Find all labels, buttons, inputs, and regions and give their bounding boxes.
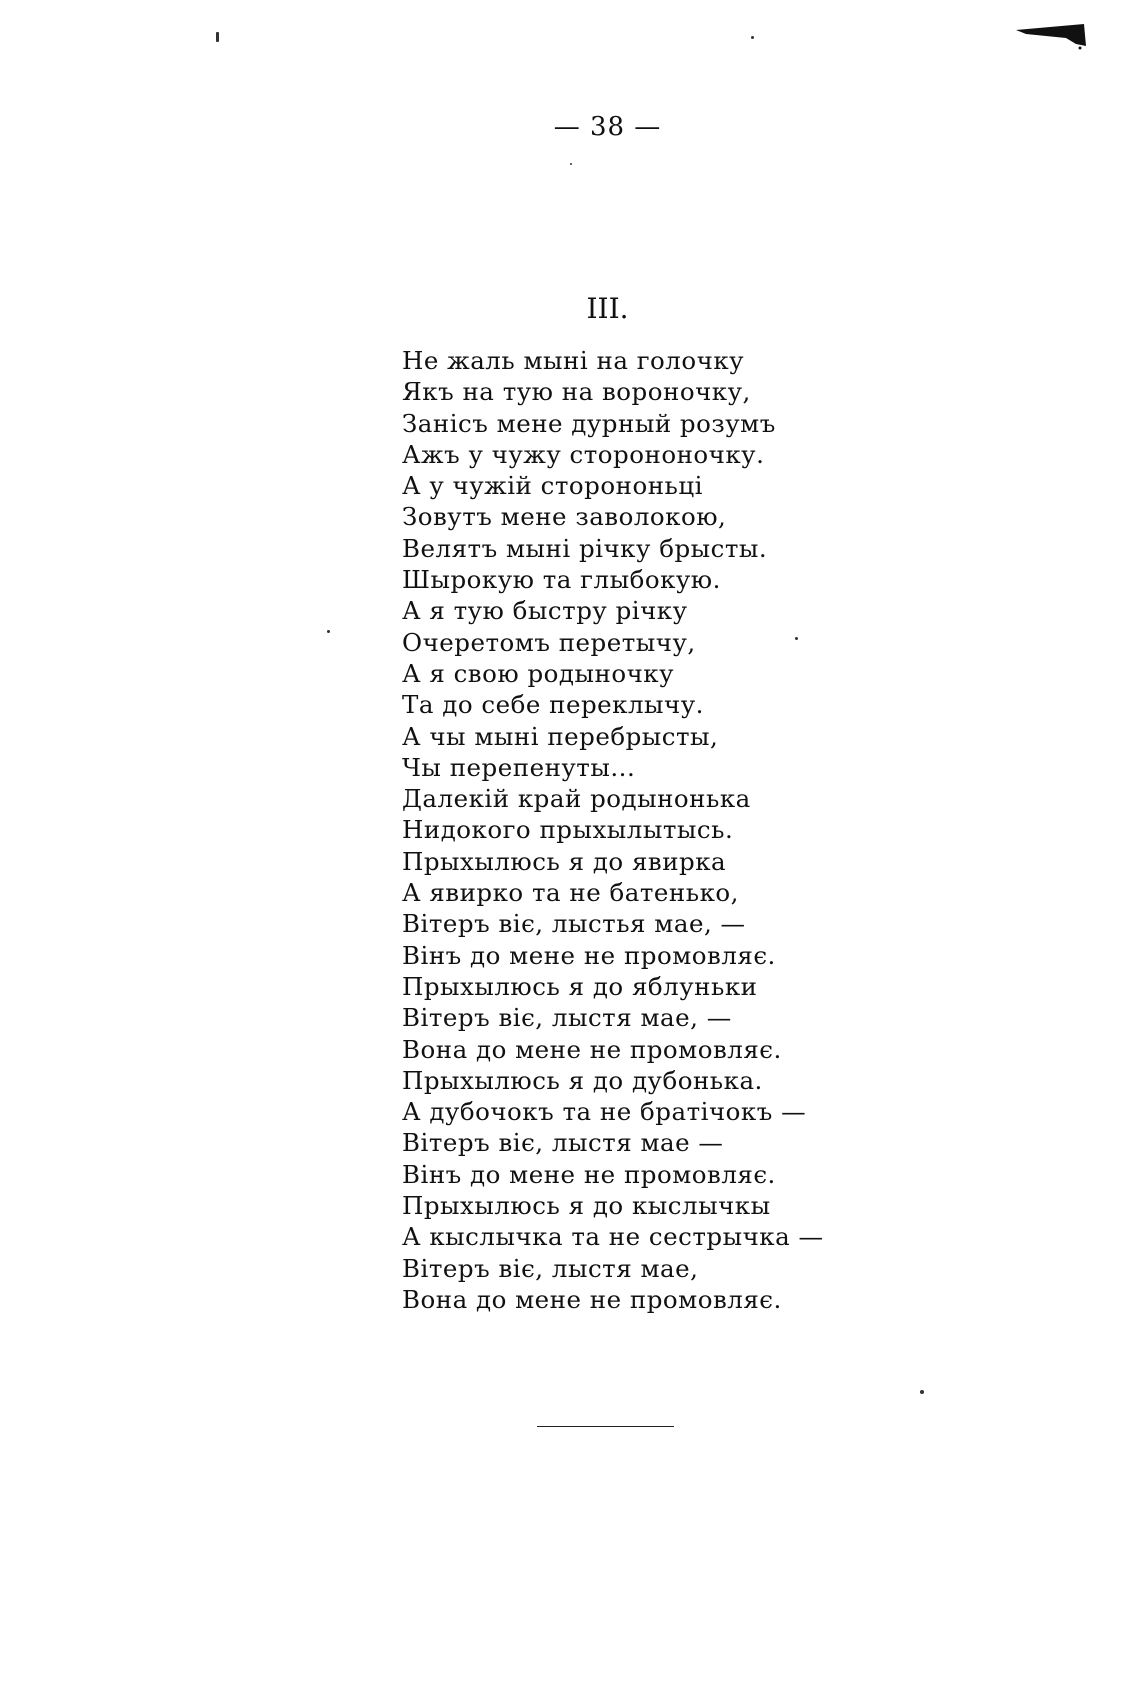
poem-line: Велятъ мыні річку брысты.	[402, 533, 768, 563]
poem-line: Далекій край родынонька	[402, 784, 751, 814]
poem-line: Вітеръ віє, лыстя мае,	[402, 1253, 699, 1283]
poem-line: А у чужій сторононьці	[402, 471, 703, 501]
section-end-rule	[537, 1426, 674, 1427]
poem-line: Якъ на тую на вороночку,	[402, 377, 751, 407]
poem-line: Вітеръ віє, лыстя мае —	[402, 1128, 724, 1158]
scan-speck	[751, 36, 754, 39]
poem-line: Вона до мене не промовляє.	[402, 1284, 782, 1314]
poem-line: А я свою родыночку	[402, 658, 674, 688]
poem-line: А чы мыні перебрысты,	[402, 721, 719, 751]
poem-line: Вітеръ віє, лыстя мае, —	[402, 1003, 732, 1033]
poem-line: Прыхылюсь я до дубонька.	[402, 1065, 763, 1095]
poem-line: Занісъ мене дурный розумъ	[402, 408, 776, 438]
poem-line: Не жаль мыні на голочку	[402, 346, 745, 375]
poem-line: Зовутъ мене заволокою,	[402, 502, 727, 532]
poem-line: Вітеръ віє, лыстья мае, —	[402, 909, 746, 939]
poem-line: А я тую быстру річку	[402, 596, 688, 626]
poem-line: А явирко та не батенько,	[402, 878, 739, 908]
scan-speck	[216, 32, 219, 42]
poem-line: Чы перепенуты...	[402, 752, 636, 782]
poem-line: Прыхылюсь я до яблуньки	[402, 971, 758, 1001]
poem-line: А кыслычка та не сестрычка —	[402, 1222, 824, 1252]
section-heading: III.	[586, 292, 629, 325]
page-number: — 38 —	[553, 112, 662, 142]
scan-speck	[920, 1390, 924, 1394]
poem-line: Прыхылюсь я до явирка	[402, 846, 727, 876]
poem-line: Вінъ до мене не промовляє.	[402, 1159, 776, 1189]
poem-text	[402, 345, 824, 1315]
poem-line: Шырокую та глыбокую.	[402, 565, 721, 595]
poem-line: Прыхылюсь я до кыслычкы	[402, 1191, 771, 1221]
scan-speck	[327, 630, 330, 633]
scan-artifact-mark	[1016, 24, 1088, 50]
poem-line: Очеретомъ перетычу,	[402, 627, 696, 657]
poem-line: Вона до мене не промовляє.	[402, 1034, 782, 1064]
poem-line: Нидокого прыхылытысь.	[402, 815, 734, 845]
scan-speck	[570, 163, 572, 165]
poem-line: А дубочокъ та не братічокъ —	[402, 1097, 807, 1127]
poem-line: Та до себе переклычу.	[402, 690, 704, 720]
poem-line: Ажъ у чужу сторононочку.	[402, 439, 765, 469]
poem-line: Вінъ до мене не промовляє.	[402, 940, 776, 970]
